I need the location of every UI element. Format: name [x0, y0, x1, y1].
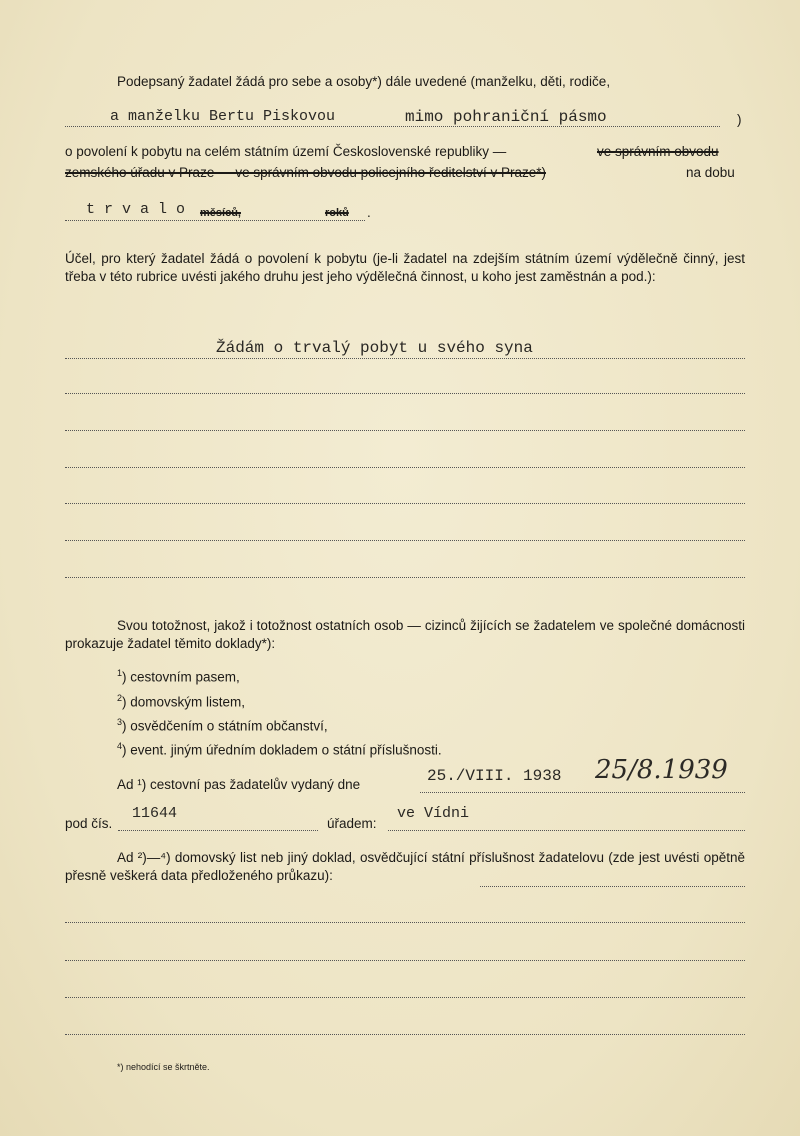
dotted-line [65, 540, 745, 541]
months-label: měsíců, [200, 207, 241, 219]
doc-item-2: $^2$) domovským listem, [117, 693, 246, 710]
dotted-line [65, 997, 745, 998]
dotted-line [65, 922, 745, 923]
typed-pass-date: 25./VIII. 1938 [427, 767, 562, 785]
struck-text-1: ve správním obvodu [597, 144, 719, 159]
uradem-label: úřadem: [327, 816, 377, 831]
dotted-line [388, 830, 745, 831]
doc-item-3: $^3$) osvědčením o státním občanství, [117, 717, 328, 734]
dotted-line [65, 503, 745, 504]
dotted-line [65, 960, 745, 961]
years-label: roků [325, 207, 349, 219]
handwritten-date: 25/8.1939 [595, 755, 728, 785]
dotted-line [65, 430, 745, 431]
dotted-line [65, 1034, 745, 1035]
dotted-line [65, 393, 745, 394]
dotted-line [480, 886, 745, 887]
struck-text-2: zemského úřadu v Praze — ve správním obvodu policejního ředitelství v Praze*) [65, 165, 546, 180]
ad2-text: Ad ²)—⁴) domovský list neb jiný doklad, osvědčující státní příslušnost žadatelovu (zde jest uvésti opětně přesně veškerá data předloženého průkazu): [65, 850, 745, 883]
dotted-line [65, 358, 745, 359]
period-mark: . [367, 205, 371, 220]
dotted-line [65, 467, 745, 468]
typed-zone: mimo pohraniční pásmo [405, 108, 607, 126]
duration-label: na dobu [686, 165, 735, 180]
closing-paren: ) [737, 112, 742, 127]
permit-text: o povolení k pobytu na celém státním území Československé republiky — [65, 144, 507, 159]
intro-text: Podepsaný žadatel žádá pro sebe a osoby*) dále uvedené (manželku, děti, rodiče, [117, 74, 611, 89]
typed-duration: t r v a l o [86, 201, 186, 218]
doc-item-1: $^1$) cestovním pasem, [117, 668, 240, 685]
dotted-line [420, 792, 745, 793]
identity-text: Svou totožnost, jakož i totožnost ostatních osob — cizinců žijících se žadatelem ve společné domácnosti prokazuje žadatel těmito doklady*): [65, 618, 745, 651]
dotted-line [65, 126, 720, 127]
dotted-line [65, 577, 745, 578]
typed-office: ve Vídni [397, 805, 470, 822]
pod-cis-label: pod čís. [65, 816, 113, 831]
typed-spouse: a manželku Bertu Piskovou [110, 108, 336, 125]
typed-purpose: Žádám o trvalý pobyt u svého syna [216, 339, 533, 357]
doc-item-4: $^4$) event. jiným úředním dokladem o státní příslušnosti. [117, 741, 442, 758]
typed-pass-number: 11644 [132, 805, 178, 822]
dotted-line [118, 830, 318, 831]
footnote: *) nehodící se škrtněte. [117, 1062, 210, 1072]
ad1-label: Ad ¹) cestovní pas žadatelův vydaný dne [117, 777, 361, 792]
purpose-text: Účel, pro který žadatel žádá o povolení k pobytu (je-li žadatel na zdejším státním území výdělečně činný, jest třeba v této rubrice uvésti jakého druhu jest jeho výdělečná činnost, u koho jest zaměstnán a pod.): [65, 251, 745, 284]
